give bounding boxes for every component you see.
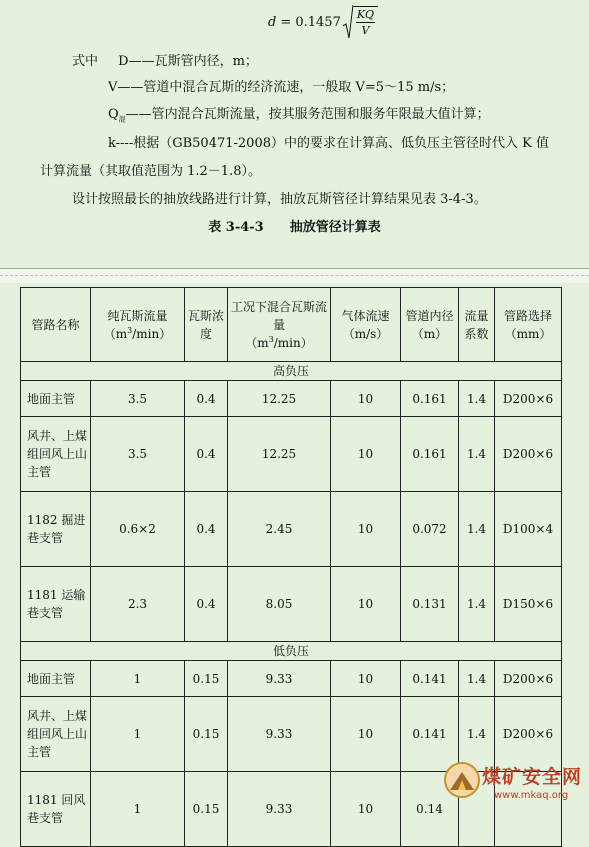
table-cell: 10 [331, 697, 401, 772]
header-mixed-gas-flow-label: 工况下混合瓦斯流量 [230, 299, 327, 332]
table-cell: 0.14 [401, 772, 459, 847]
table-row [21, 417, 562, 492]
header-unit-superscript: 3 [127, 325, 133, 335]
table-cell: 0.15 [185, 661, 228, 697]
page-break-divider [0, 268, 589, 283]
table-cell: 9.33 [228, 697, 331, 772]
section-row [21, 642, 562, 661]
header-inner-diameter-label: 管道内径（m） [405, 308, 454, 341]
table-cell: 3.5 [91, 417, 185, 492]
table-cell: 0.15 [185, 697, 228, 772]
watermark-url: www.mkaq.org [494, 790, 569, 801]
table-title: 抽放管径计算表 [289, 220, 381, 235]
table-cell: 1 [91, 772, 185, 847]
table-row [21, 381, 562, 417]
table-row [21, 492, 562, 567]
section-title: 高负压 [21, 362, 562, 381]
pipe-name-cell: 地面主管 [21, 381, 91, 417]
definition-q-subscript: 混 [118, 115, 126, 124]
table-cell: 2.3 [91, 567, 185, 642]
square-root [343, 4, 378, 40]
table-cell: 1 [91, 661, 185, 697]
section-title: 低负压 [21, 642, 562, 661]
formula-lhs: d [268, 14, 277, 30]
definition-d-text: D——瓦斯管内径，m； [118, 54, 258, 69]
table-row [21, 567, 562, 642]
table-cell: 10 [331, 492, 401, 567]
table-cell: 1.4 [459, 661, 495, 697]
table-cell: D200×6 [495, 381, 562, 417]
pipe-name-cell: 风井、上煤组回风上山主管 [21, 417, 91, 492]
table-cell: 3.5 [91, 381, 185, 417]
table-cell: 0.161 [401, 381, 459, 417]
definition-q-text: ——管内混合瓦斯流量，按其服务范围和服务年限最大值计算； [125, 107, 490, 122]
definition-v: V——管道中混合瓦斯的经济流速，一般取 V=5～15 m/s； [108, 80, 455, 95]
header-pure-gas-flow-unit-a: （m [103, 326, 128, 341]
header-pipe-name-label: 管路名称 [31, 317, 80, 332]
header-pipe-selection-label: 管路选择（mm） [503, 308, 552, 341]
table-cell: D100×4 [495, 492, 562, 567]
header-mixed-gas-flow-unit-a: （m [245, 335, 269, 350]
definition-d [72, 50, 258, 69]
table-cell: 2.45 [228, 492, 331, 567]
header-pure-gas-flow-label: 纯瓦斯流量 [107, 308, 168, 323]
table-cell: 10 [331, 661, 401, 697]
table-cell: 10 [331, 417, 401, 492]
definition-k: k----根据（GB50471-2008）中的要求在计算高、低负压主管径时代入 K 值 [108, 136, 549, 151]
pipe-name-cell: 1182 掘进巷支管 [21, 492, 91, 567]
header-pure-gas-flow-unit-b: /min） [132, 326, 172, 341]
definition-q [108, 103, 490, 125]
pipe-name-cell: 1181 回风巷支管 [21, 772, 91, 847]
header-gas-velocity-label: 气体流速 [341, 308, 390, 323]
table-cell: 0.6×2 [91, 492, 185, 567]
table-row [21, 661, 562, 697]
header-flow-coefficient-label: 流量系数 [464, 308, 489, 341]
table-cell: 1.4 [459, 567, 495, 642]
table-cell: D200×6 [495, 697, 562, 772]
header-mixed-gas-flow [228, 288, 331, 362]
table-cell: 0.161 [401, 417, 459, 492]
definition-intro: 式中 [72, 54, 99, 69]
header-flow-coefficient [459, 288, 495, 362]
watermark-text: 煤矿安全网 [482, 766, 583, 788]
section-row [21, 362, 562, 381]
table-cell: 0.141 [401, 661, 459, 697]
header-inner-diameter [401, 288, 459, 362]
design-note: 设计按照最长的抽放线路进行计算，抽放瓦斯管径计算结果见表 3-4-3。 [72, 192, 487, 207]
pipe-name-cell: 1181 运输巷支管 [21, 567, 91, 642]
table-header-row [21, 288, 562, 362]
definition-q-symbol: Q [108, 107, 119, 122]
table-cell: 1.4 [459, 417, 495, 492]
table-cell: 0.4 [185, 417, 228, 492]
table-cell: 1.4 [459, 492, 495, 567]
table-number: 表 3-4-3 [208, 220, 264, 235]
header-mixed-gas-flow-unit-b: /min） [273, 335, 313, 350]
formula-denominator: V [361, 24, 370, 37]
table-cell: 10 [331, 772, 401, 847]
table-cell: 0.4 [185, 567, 228, 642]
table-cell: 0.131 [401, 567, 459, 642]
table-cell: 10 [331, 567, 401, 642]
table-cell: D150×6 [495, 567, 562, 642]
header-gas-velocity [331, 288, 401, 362]
radical-sign-icon [343, 4, 353, 40]
table-cell: 9.33 [228, 772, 331, 847]
table-cell: D200×6 [495, 417, 562, 492]
table-cell: 0.4 [185, 492, 228, 567]
formula-fraction [353, 6, 378, 38]
pipe-name-cell: 地面主管 [21, 661, 91, 697]
table-cell: 0.141 [401, 697, 459, 772]
table-cell: 0.15 [185, 772, 228, 847]
header-pure-gas-flow [91, 288, 185, 362]
formula-numerator: KQ [356, 8, 375, 21]
definition-k-continued: 计算流量（其取值范围为 1.2－1.8）。 [40, 164, 261, 179]
header-pipe-name [21, 288, 91, 362]
table-cell: 1 [91, 697, 185, 772]
header-gas-concentration-label: 瓦斯浓度 [187, 308, 224, 341]
table-cell: 0.4 [185, 381, 228, 417]
table-cell: 9.33 [228, 661, 331, 697]
table-cell: 8.05 [228, 567, 331, 642]
header-unit-superscript: 3 [268, 334, 274, 344]
mine-safety-emblem-icon [442, 760, 482, 800]
table-cell: 1.4 [459, 381, 495, 417]
watermark-logo [440, 756, 588, 810]
table-cell: 0.072 [401, 492, 459, 567]
table-cell: 1.4 [459, 697, 495, 772]
table-cell: 10 [331, 381, 401, 417]
table-caption [0, 216, 589, 235]
pipe-name-cell: 风井、上煤组回风上山主管 [21, 697, 91, 772]
pipe-diameter-formula [268, 2, 378, 42]
header-pipe-selection [495, 288, 562, 362]
table-cell: 12.25 [228, 381, 331, 417]
header-gas-concentration [185, 288, 228, 362]
header-gas-velocity-unit: （m/s） [342, 326, 389, 341]
table-cell: 12.25 [228, 417, 331, 492]
formula-coefficient: = 0.1457 [280, 14, 341, 30]
table-cell: D200×6 [495, 661, 562, 697]
